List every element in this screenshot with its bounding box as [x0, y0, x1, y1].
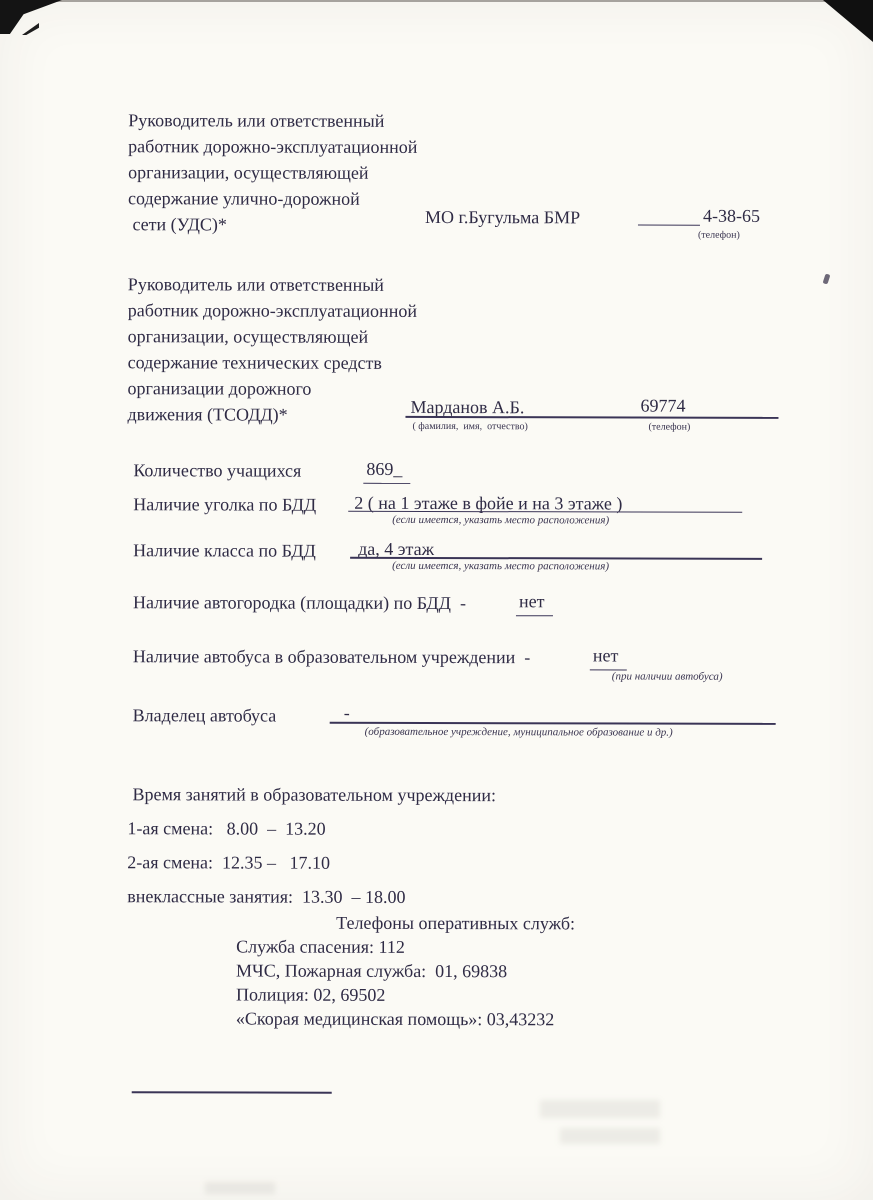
students-label: Количество учащихся	[133, 460, 302, 481]
emergency-line: Полиция: 02, 69502	[235, 984, 386, 1005]
bdd-class-caption: (если имеется, указать место расположения)	[392, 559, 610, 573]
tsodd-name-caption: ( фамилия, имя, отчество)	[412, 420, 528, 433]
schedule-title: Время занятий в образовательном учреждении:	[132, 784, 497, 806]
uds-label-line: Руководитель или ответственный	[128, 110, 385, 131]
tsodd-name-value: Марданов А.Б.	[410, 396, 525, 418]
footnote-rule	[132, 1091, 332, 1094]
bdd-class-value: да, 4 этаж	[358, 538, 435, 559]
emergency-line: Служба спасения: 112	[236, 936, 405, 957]
tsodd-label-line: работник дорожно-эксплуатационной	[127, 300, 418, 321]
bdd-class-label: Наличие класса по БДД	[133, 540, 316, 561]
uds-label-line: сети (УДС)*	[127, 214, 227, 235]
tsodd-label-line: Руководитель или ответственный	[127, 274, 384, 295]
uds-phone-caption: (телефон)	[697, 229, 740, 241]
emergency-line: МЧС, Пожарная служба: 01, 69838	[236, 960, 508, 982]
bus-caption: (при наличии автобуса)	[611, 670, 723, 683]
uds-label-line: работник дорожно-эксплуатационной	[128, 136, 418, 157]
tsodd-phone-caption: (телефон)	[648, 421, 691, 433]
uds-org-value: МО г.Бугульма БМР	[424, 206, 581, 228]
bus-owner-rule	[330, 722, 776, 725]
schedule-line: 2-ая смена: 12.35 – 17.10	[127, 852, 331, 873]
autotown-label: Наличие автогородка (площадки) по БДД -	[132, 592, 466, 614]
autotown-value: нет	[516, 588, 553, 616]
emergency-title: Телефоны оперативных служб:	[336, 912, 576, 934]
tsodd-phone-value: 69774	[640, 395, 686, 416]
bdd-corner-caption: (если имеется, указать место расположения)	[392, 513, 610, 527]
tsodd-label-line: содержание технических средств	[127, 352, 382, 373]
tsodd-label-line: организации дорожного	[127, 378, 312, 399]
schedule-line: внеклассные занятия: 13.30 – 18.00	[127, 886, 406, 907]
bus-owner-caption: (образовательное учреждение, муниципальное образование и др.)	[364, 725, 673, 739]
tsodd-label-line: организации, осуществляющей	[127, 326, 369, 347]
emergency-line: «Скорая медицинская помощь»: 03,43232	[235, 1008, 555, 1030]
uds-phone-blank-line	[638, 225, 700, 226]
uds-label-line: содержание улично-дорожной	[128, 188, 360, 209]
students-value: 869_	[363, 456, 410, 484]
bus-value: нет	[590, 642, 627, 670]
bdd-corner-value: 2 ( на 1 этаже в фойе и на 3 этаже )	[354, 492, 623, 514]
bus-owner-value: -	[343, 702, 350, 723]
uds-label-line: организации, осуществляющей	[128, 162, 369, 183]
bus-label: Наличие автобуса в образовательном учреждении -	[132, 646, 531, 668]
bus-owner-label: Владелец автобуса	[132, 705, 277, 726]
schedule-line: 1-ая смена: 8.00 – 13.20	[127, 818, 326, 839]
uds-phone-value: 4-38-65	[702, 205, 761, 226]
tsodd-label-line: движения (ТСОДД)*	[127, 404, 288, 425]
bdd-corner-label: Наличие уголка по БДД	[133, 494, 317, 515]
